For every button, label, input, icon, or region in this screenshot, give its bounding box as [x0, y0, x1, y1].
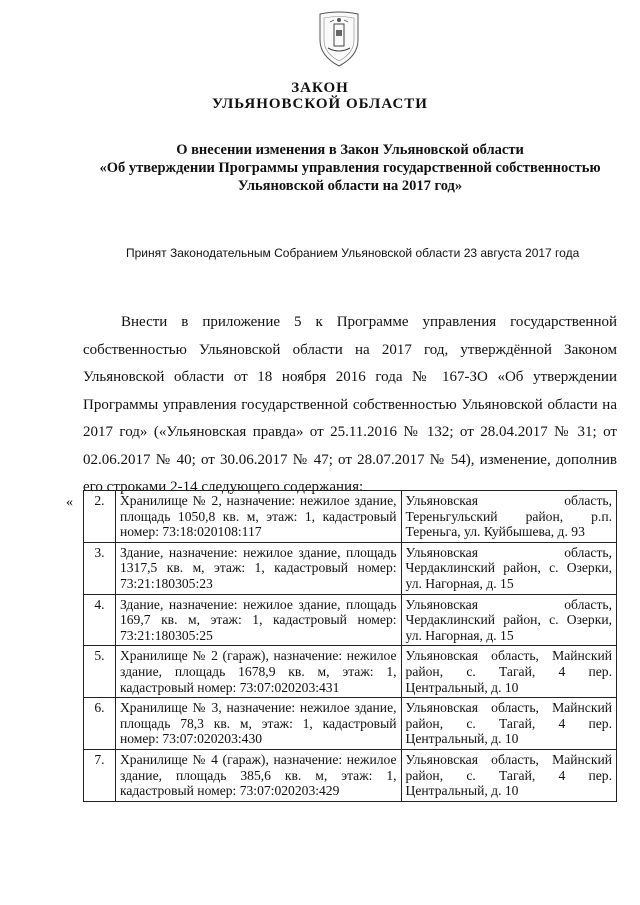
row-number-cell: 4.: [84, 594, 116, 646]
object-description-cell: Хранилище № 2 (гараж), назначение: нежилое здание, площадь 1678,9 кв. м, этаж: 1, кадастровый номер: 73:07:020203:431: [115, 646, 401, 698]
object-description-cell: Здание, назначение: нежилое здание, площадь 169,7 кв. м, этаж: 1, кадастровый номер: 73:21:180305:25: [115, 594, 401, 646]
table-row: [84, 594, 617, 646]
object-address-cell: Ульяновская область, Майнский район, с. Тагай, 4 пер. Центральный, д. 10: [401, 698, 616, 750]
table-row: [84, 646, 617, 698]
table-row: [84, 749, 617, 801]
body-paragraph: [83, 309, 617, 502]
object-address-cell: Ульяновская область, Майнский район, с. Тагай, 4 пер. Центральный, д. 10: [401, 749, 616, 801]
object-description-cell: Хранилище № 2, назначение: нежилое здание, площадь 1050,8 кв. м, этаж: 1, кадастровый номер: 73:18:020108:117: [115, 491, 401, 543]
object-address-cell: Ульяновская область, Чердаклинский район, с. Озерки, ул. Нагорная, д. 15: [401, 594, 616, 646]
table-row: [84, 542, 617, 594]
body-text: Внести в приложение 5 к Программе управления государственной собственностью Ульяновской области на 2017 год, утверждённой Законом Ульяновской области от 18 ноября 2016 года № 167-ЗО «Об утверждении Программы управления государственной собственностью Ульяновской области на 2017 год» («Ульяновская правда» от 25.11.2016 № 132; от 28.04.2017 № 31; от 02.06.2017 № 40; от 30.06.2017 № 47; от 28.07.2017 № 54), изменение, дополнив его строками 2-14 следующего содержания:: [83, 314, 617, 495]
table-row: [84, 491, 617, 543]
object-description-cell: Здание, назначение: нежилое здание, площадь 1317,5 кв. м, этаж: 1, кадастровый номер: 73:21:180305:23: [115, 542, 401, 594]
object-description-cell: Хранилище № 4 (гараж), назначение: нежилое здание, площадь 385,6 кв. м, этаж: 1, кадастровый номер: 73:07:020203:429: [115, 749, 401, 801]
object-address-cell: Ульяновская область, Майнский район, с. Тагай, 4 пер. Центральный, д. 10: [401, 646, 616, 698]
law-title-line1: ЗАКОН: [291, 80, 349, 96]
row-number-cell: 3.: [84, 542, 116, 594]
opening-quote: «: [66, 495, 73, 510]
table-row: [84, 698, 617, 750]
coat-of-arms-icon: [314, 10, 364, 68]
subtitle-line1: О внесении изменения в Закон Ульяновской области: [176, 142, 524, 158]
object-description-cell: Хранилище № 3, назначение: нежилое здание, площадь 78,3 кв. м, этаж: 1, кадастровый номер: 73:07:020203:430: [115, 698, 401, 750]
row-number-cell: 7.: [84, 749, 116, 801]
row-number-cell: 2.: [84, 491, 116, 543]
row-number-cell: 6.: [84, 698, 116, 750]
object-address-cell: Ульяновская область, Чердаклинский район, с. Озерки, ул. Нагорная, д. 15: [401, 542, 616, 594]
subtitle-line3: Ульяновской области на 2017 год»: [237, 178, 463, 194]
accepted-line: Принят Законодательным Собранием Ульяновской области 23 августа 2017 года: [126, 246, 580, 260]
object-address-cell: Ульяновская область, Тереньгульский район, р.п. Тереньга, ул. Куйбышева, д. 93: [401, 491, 616, 543]
row-number-cell: 5.: [84, 646, 116, 698]
law-title-line2: УЛЬЯНОВСКОЙ ОБЛАСТИ: [212, 96, 428, 112]
subtitle-line2: «Об утверждении Программы управления государственной собственностью: [99, 160, 601, 176]
objects-table: [83, 490, 617, 802]
